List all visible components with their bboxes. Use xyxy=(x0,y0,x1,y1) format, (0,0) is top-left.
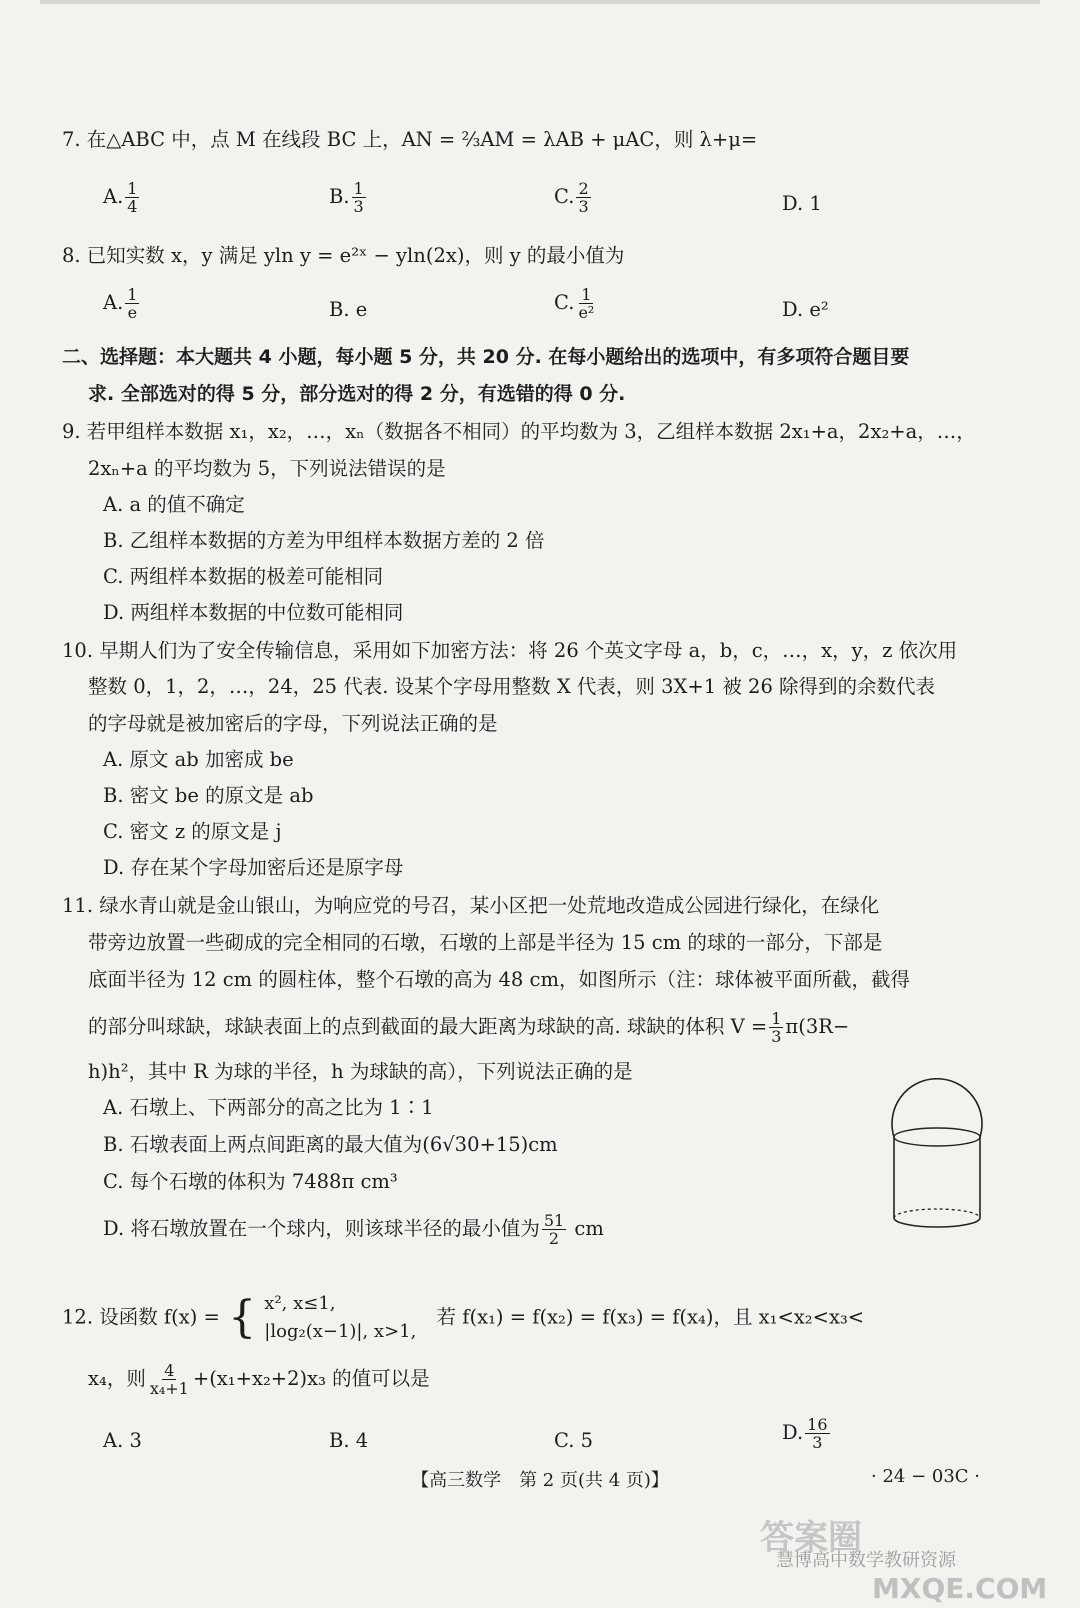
q11-stem-line3: 底面半径为 12 cm 的圆柱体，整个石墩的高为 48 cm，如图所示（注：球体被平面所截，截得 xyxy=(88,968,910,991)
cut-plane-top-ellipse xyxy=(894,1128,980,1146)
q12-option-c: C. 5 xyxy=(554,1429,594,1452)
q9-stem-line2: 2xₙ+a 的平均数为 5，下列说法错误的是 xyxy=(88,457,446,480)
brand-watermark: 答案圈 xyxy=(760,1518,862,1558)
q9-option-b: B. 乙组样本数据的方差为甲组样本数据方差的 2 倍 xyxy=(103,529,545,552)
section2-heading-line1: 二、选择题：本大题共 4 小题，每小题 5 分，共 20 分. 在每小题给出的选项中，有多项符合题目要 xyxy=(62,346,910,368)
source-watermark: 慧博高中数学教研资源 xyxy=(776,1550,956,1571)
q11-option-a: A. 石墩上、下两部分的高之比为 1∶1 xyxy=(103,1096,434,1119)
q7-option-c: C. $\frac{2}{3}$ xyxy=(554,179,589,216)
q11-stem-line4: 的部分叫球缺，球缺表面上的点到截面的最大距离为球缺的高. 球缺的体积 V = $\frac{1}{3}$ π(3R− xyxy=(88,1009,850,1046)
q10-option-b: B. 密文 be 的原文是 ab xyxy=(103,784,314,807)
case-2: |log₂(x−1)|, x>1, xyxy=(264,1321,417,1342)
q10-option-d: D. 存在某个字母加密后还是原字母 xyxy=(103,856,404,879)
q7-stem: 7. 在△ABC 中，点 M 在线段 BC 上，AN = ⅔AM = λAB + μAC，则 λ+μ= xyxy=(62,128,758,151)
q12-stem-line2: x₄，则 $\frac{4}{\text{x₄+1}}$ +(x₁+x₂+2)x₃ 的值可以是 xyxy=(88,1361,430,1398)
piecewise-brace: { xyxy=(228,1292,257,1343)
q11-option-d: D. 将石墩放置在一个球内，则该球半径的最小值为 $\frac{51}{2}$ cm xyxy=(103,1211,604,1248)
top-edge-bar xyxy=(40,0,1040,4)
cylinder-base-front xyxy=(894,1218,980,1227)
q7-option-d: D. 1 xyxy=(782,192,822,215)
q11-option-c: C. 每个石墩的体积为 7488π cm³ xyxy=(103,1170,398,1193)
q11-stem-line1: 11. 绿水青山就是金山银山，为响应党的号召，某小区把一处荒地改造成公园进行绿化，在绿化 xyxy=(62,894,880,917)
q12-option-d: D. $\frac{16}{3}$ xyxy=(782,1415,828,1452)
stone-pier-figure xyxy=(880,1078,995,1234)
q11-option-b: B. 石墩表面上两点间距离的最大值为(6√30+15)cm xyxy=(103,1133,558,1156)
q8-option-c: C. $\frac{1}{\text{e²}}$ xyxy=(554,285,595,322)
q8-option-b: B. e xyxy=(329,298,368,321)
q10-option-a: A. 原文 ab 加密成 be xyxy=(103,748,294,771)
q9-option-a: A. a 的值不确定 xyxy=(103,493,245,516)
q11-stem-line5: h)h²，其中 R 为球的半径，h 为球缺的高），下列说法正确的是 xyxy=(88,1060,633,1083)
q9-stem-line1: 9. 若甲组样本数据 x₁，x₂，…，xₙ（数据各不相同）的平均数为 3，乙组样本数据 2x₁+a，2x₂+a，…， xyxy=(62,420,976,443)
q7-option-b: B. $\frac{1}{3}$ xyxy=(329,179,364,216)
q9-option-c: C. 两组样本数据的极差可能相同 xyxy=(103,565,384,588)
q10-stem-line1: 10. 早期人们为了安全传输信息，采用如下加密方法：将 26 个英文字母 a，b，c，…，x，y，z 依次用 xyxy=(62,639,958,662)
q10-option-c: C. 密文 z 的原文是 j xyxy=(103,820,282,843)
paper-code: · 24 − 03C · xyxy=(871,1466,980,1487)
q12-option-b: B. 4 xyxy=(329,1429,369,1452)
q12-option-a: A. 3 xyxy=(103,1429,142,1452)
q12-stem-line1: 12. 设函数 f(x) = { x², x≤1, |log₂(x−1)|, x>1, 若 f(x₁) = f(x₂) = f(x₃) = f(x₄)，且 x₁<x₂<x₃< xyxy=(62,1290,864,1346)
case-1: x², x≤1, xyxy=(264,1293,336,1314)
page-footer: 【高三数学 第 2 页(共 4 页)】 xyxy=(411,1470,669,1491)
q7-option-a: A. $\frac{1}{4}$ xyxy=(103,179,138,216)
q8-option-a: A. $\frac{1}{e}$ xyxy=(103,285,138,322)
section2-heading-line2: 求. 全部选对的得 5 分，部分选对的得 2 分，有选错的得 0 分. xyxy=(88,383,626,405)
q10-stem-line2: 整数 0，1，2，…，24，25 代表. 设某个字母用整数 X 代表，则 3X+1 被 26 除得到的余数代表 xyxy=(88,675,936,698)
cylinder-base-back-dashed xyxy=(894,1209,980,1218)
q10-stem-line3: 的字母就是被加密后的字母，下列说法正确的是 xyxy=(88,712,498,735)
q11-stem-line2: 带旁边放置一些砌成的完全相同的石墩，石墩的上部是半径为 15 cm 的球的一部分，下部是 xyxy=(88,931,883,954)
site-watermark: MXQE.COM xyxy=(872,1572,1048,1605)
q8-stem: 8. 已知实数 x，y 满足 yln y = e²ˣ − yln(2x)，则 y 的最小值为 xyxy=(62,244,625,267)
piecewise-cases xyxy=(264,1290,416,1346)
q8-option-d: D. e² xyxy=(782,298,829,321)
q9-option-d: D. 两组样本数据的中位数可能相同 xyxy=(103,601,404,624)
